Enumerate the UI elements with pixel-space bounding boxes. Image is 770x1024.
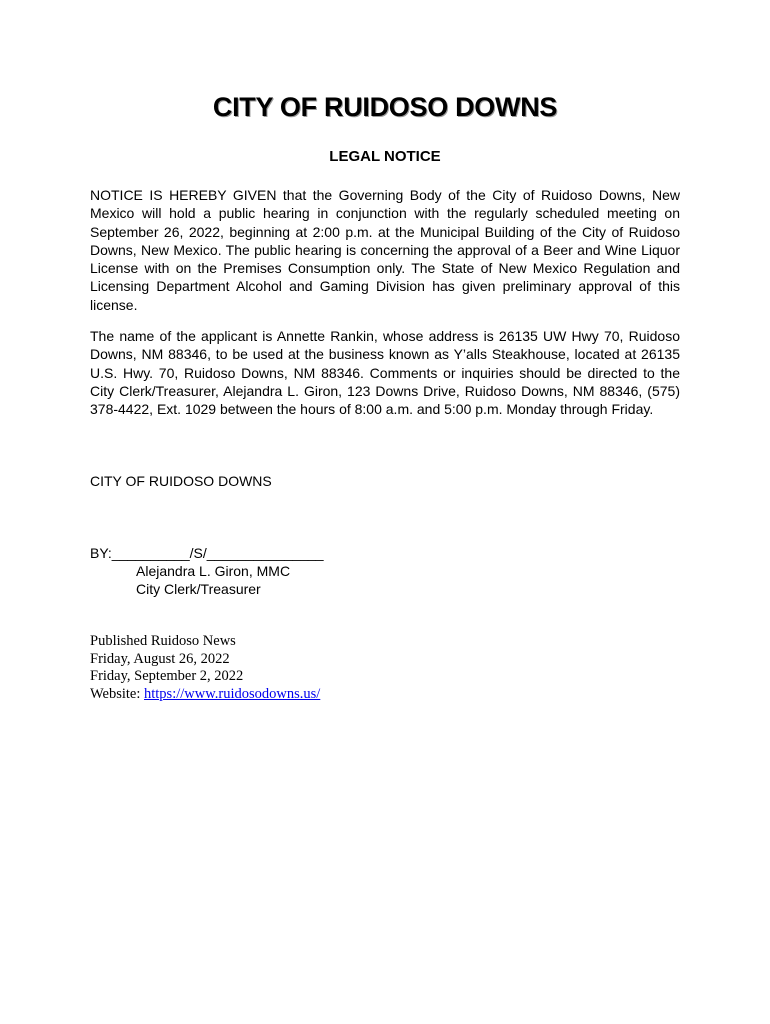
signer-name: Alejandra L. Giron, MMC bbox=[136, 563, 291, 579]
publication-date-1: Friday, August 26, 2022 bbox=[90, 651, 230, 667]
page-title: CITY OF RUIDOSO DOWNS bbox=[212, 92, 558, 122]
notice-heading: LEGAL NOTICE bbox=[329, 148, 441, 165]
website-line bbox=[90, 686, 320, 703]
notice-paragraph-2: The name of the applicant is Annette Rankin, whose address is 26135 UW Hwy 70, Ruidoso Downs, NM 88346, to be used at the business known as Y’alls Steakhouse, located at 26135 U.S. Hwy. 70, Ruidoso Downs, NM 88346. Comments or inquiries should be directed to the City Clerk/Treasurer, Alejandra L. Giron, 123 Downs Drive, Ruidoso Downs, NM 88346, (575) 378-4422, Ext. 1029 between the hours of 8:00 a.m. and 5:00 p.m. Monday through Friday. bbox=[90, 328, 680, 418]
publication-date-2: Friday, September 2, 2022 bbox=[90, 668, 244, 684]
signature-by-line: BY:__________/S/_______________ bbox=[90, 545, 324, 561]
signature-city: CITY OF RUIDOSO DOWNS bbox=[90, 473, 272, 489]
website-label: Website: bbox=[90, 686, 144, 702]
website-link[interactable]: https://www.ruidosodowns.us/ bbox=[144, 686, 321, 702]
signer-title: City Clerk/Treasurer bbox=[136, 581, 261, 597]
publication-source: Published Ruidoso News bbox=[90, 633, 236, 649]
notice-paragraph-1: NOTICE IS HEREBY GIVEN that the Governing Body of the City of Ruidoso Downs, New Mexico will hold a public hearing in conjunction with the regularly scheduled meeting on September 26, 2022, beginning at 2:00 p.m. at the Municipal Building of the City of Ruidoso Downs, New Mexico. The public hearing is concerning the approval of a Beer and Wine Liquor License with on the Premises Consumption only. The State of New Mexico Regulation and Licensing Department Alcohol and Gaming Division has given preliminary approval of this license. bbox=[90, 187, 680, 313]
